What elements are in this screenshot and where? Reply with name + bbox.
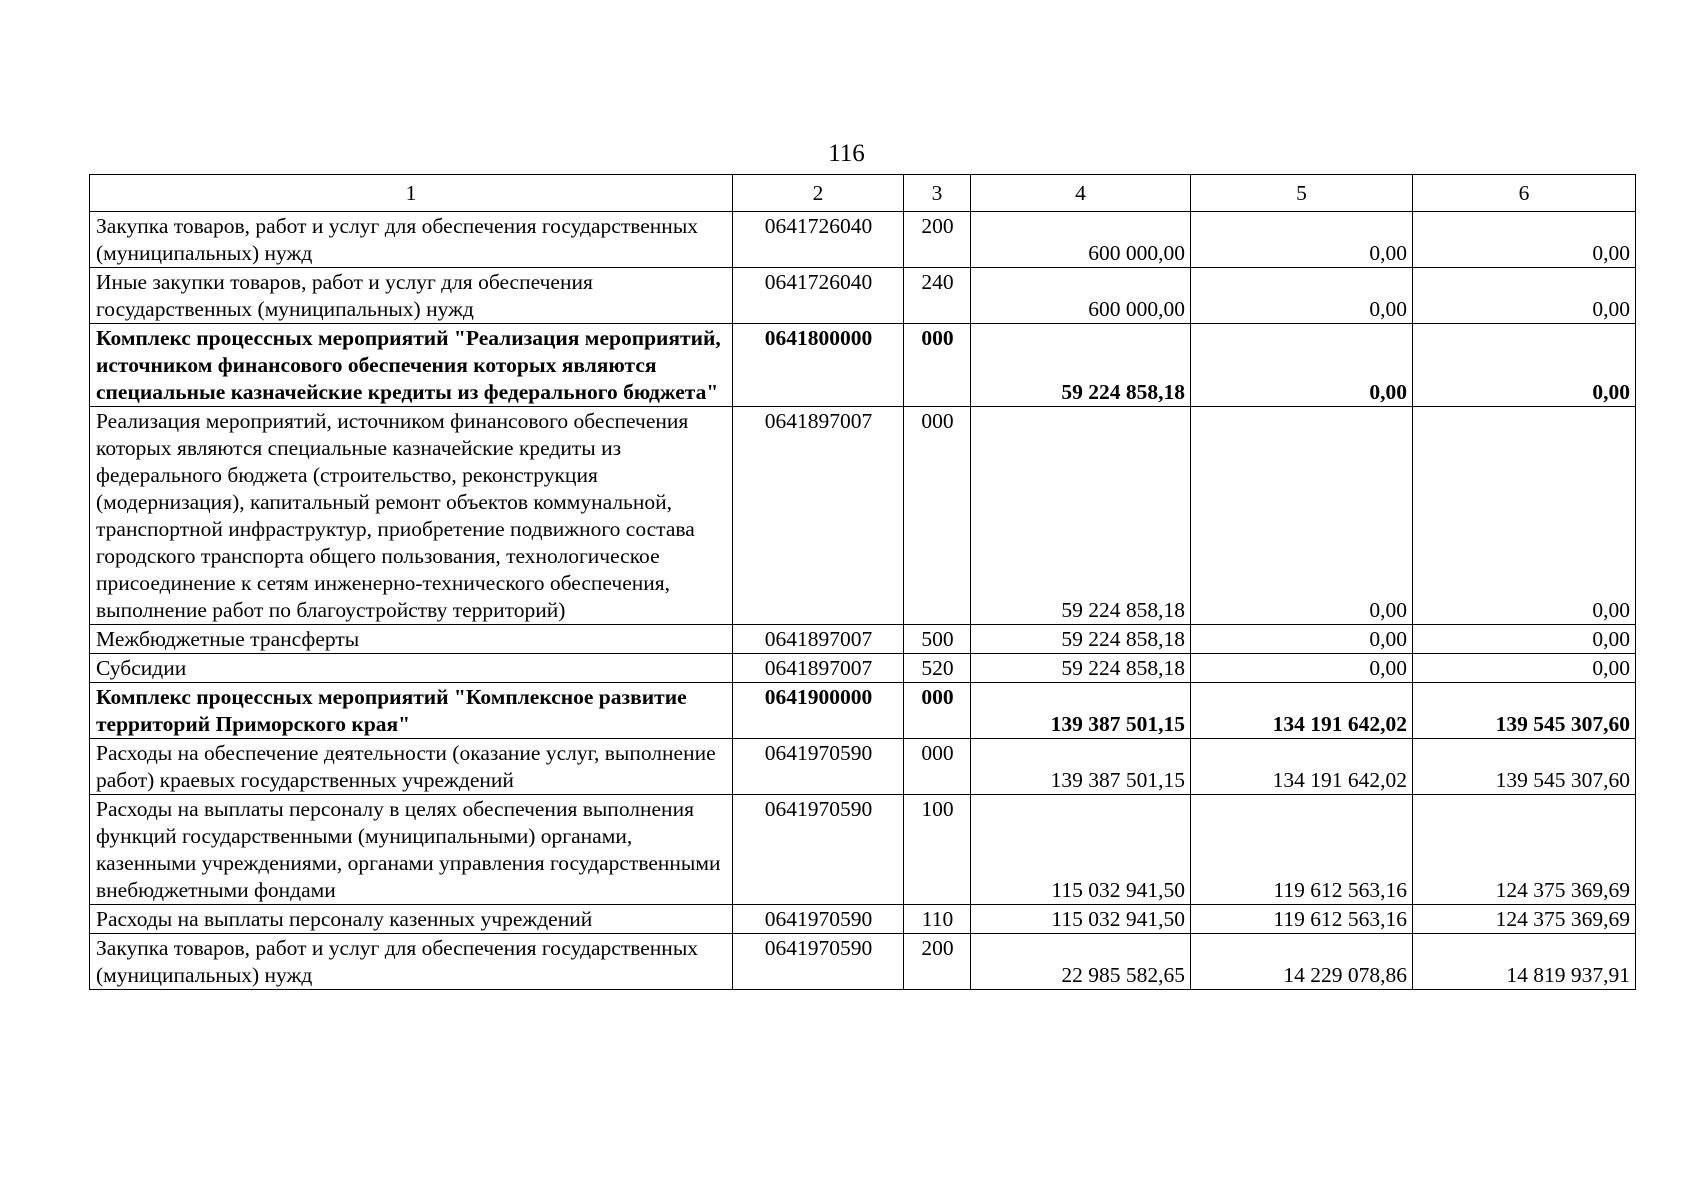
row-value-col5: 0,00 (1191, 625, 1413, 654)
row-value-col6: 124 375 369,69 (1413, 905, 1636, 934)
row-value-col5: 0,00 (1191, 654, 1413, 683)
row-value-col6: 139 545 307,60 (1413, 739, 1636, 795)
row-type-cell: 200 (904, 212, 971, 268)
row-code-cell: 0641897007 (733, 407, 904, 625)
row-type-cell: 520 (904, 654, 971, 683)
row-value-col4: 22 985 582,65 (971, 934, 1191, 990)
row-name-cell: Закупка товаров, работ и услуг для обеспечения государственных (муниципальных) нужд (90, 212, 733, 268)
row-code-cell: 0641726040 (733, 212, 904, 268)
row-value-col4: 139 387 501,15 (971, 739, 1191, 795)
row-code-cell: 0641970590 (733, 905, 904, 934)
row-value-col5: 134 191 642,02 (1191, 683, 1413, 739)
row-type-cell: 000 (904, 739, 971, 795)
row-type-cell: 100 (904, 795, 971, 905)
row-name-cell: Реализация мероприятий, источником финансового обеспечения которых являются специальные казначейские кредиты из федерального бюджета (строительство, реконструкция (модернизация), капитальный ремонт объектов коммунальной, транспортной инфраструктур, приобретение подвижного состава городского транспорта общего пользования, технологическое присоединение к сетям инженерно-технического обеспечения, выполнение работ по благоустройству территорий) (90, 407, 733, 625)
table-row (90, 683, 1636, 739)
row-value-col4: 59 224 858,18 (971, 407, 1191, 625)
row-value-col5: 119 612 563,16 (1191, 795, 1413, 905)
row-name-cell: Комплекс процессных мероприятий "Комплексное развитие территорий Приморского края" (90, 683, 733, 739)
row-code-cell: 0641897007 (733, 625, 904, 654)
budget-table (89, 174, 1636, 990)
header-cell-2: 2 (733, 175, 904, 212)
row-value-col6: 0,00 (1413, 268, 1636, 324)
header-cell-1: 1 (90, 175, 733, 212)
row-value-col4: 59 224 858,18 (971, 625, 1191, 654)
row-name-cell: Комплекс процессных мероприятий "Реализация мероприятий, источником финансового обеспечения которых являются специальные казначейские кредиты из федерального бюджета" (90, 324, 733, 407)
table-row (90, 654, 1636, 683)
table-row (90, 739, 1636, 795)
table-body (90, 212, 1636, 990)
table-row (90, 625, 1636, 654)
row-code-cell: 0641900000 (733, 683, 904, 739)
row-value-col5: 0,00 (1191, 407, 1413, 625)
row-value-col4: 600 000,00 (971, 268, 1191, 324)
row-code-cell: 0641970590 (733, 934, 904, 990)
row-type-cell: 000 (904, 407, 971, 625)
row-value-col5: 119 612 563,16 (1191, 905, 1413, 934)
row-value-col6: 0,00 (1413, 212, 1636, 268)
row-value-col6: 0,00 (1413, 654, 1636, 683)
table-row (90, 212, 1636, 268)
row-value-col6: 0,00 (1413, 324, 1636, 407)
row-value-col5: 14 229 078,86 (1191, 934, 1413, 990)
row-name-cell: Иные закупки товаров, работ и услуг для обеспечения государственных (муниципальных) нужд (90, 268, 733, 324)
row-value-col4: 115 032 941,50 (971, 905, 1191, 934)
header-cell-5: 5 (1191, 175, 1413, 212)
row-type-cell: 200 (904, 934, 971, 990)
row-value-col5: 0,00 (1191, 324, 1413, 407)
row-name-cell: Расходы на обеспечение деятельности (оказание услуг, выполнение работ) краевых государственных учреждений (90, 739, 733, 795)
table-row (90, 905, 1636, 934)
header-cell-4: 4 (971, 175, 1191, 212)
row-code-cell: 0641970590 (733, 739, 904, 795)
row-name-cell: Межбюджетные трансферты (90, 625, 733, 654)
row-value-col4: 600 000,00 (971, 212, 1191, 268)
row-code-cell: 0641800000 (733, 324, 904, 407)
row-name-cell: Закупка товаров, работ и услуг для обеспечения государственных (муниципальных) нужд (90, 934, 733, 990)
row-value-col6: 124 375 369,69 (1413, 795, 1636, 905)
row-name-cell: Расходы на выплаты персоналу казенных учреждений (90, 905, 733, 934)
table-row (90, 934, 1636, 990)
table-row (90, 324, 1636, 407)
row-value-col4: 59 224 858,18 (971, 324, 1191, 407)
row-value-col5: 0,00 (1191, 268, 1413, 324)
page-number: 116 (828, 140, 865, 167)
row-value-col6: 139 545 307,60 (1413, 683, 1636, 739)
row-type-cell: 110 (904, 905, 971, 934)
row-type-cell: 000 (904, 683, 971, 739)
row-value-col5: 0,00 (1191, 212, 1413, 268)
row-type-cell: 500 (904, 625, 971, 654)
row-value-col4: 115 032 941,50 (971, 795, 1191, 905)
row-value-col6: 14 819 937,91 (1413, 934, 1636, 990)
row-value-col4: 59 224 858,18 (971, 654, 1191, 683)
header-cell-3: 3 (904, 175, 971, 212)
table-header-row (90, 175, 1636, 212)
table-row (90, 407, 1636, 625)
row-name-cell: Субсидии (90, 654, 733, 683)
row-value-col5: 134 191 642,02 (1191, 739, 1413, 795)
table-row (90, 268, 1636, 324)
row-code-cell: 0641970590 (733, 795, 904, 905)
header-cell-6: 6 (1413, 175, 1636, 212)
row-value-col6: 0,00 (1413, 407, 1636, 625)
row-value-col6: 0,00 (1413, 625, 1636, 654)
row-code-cell: 0641726040 (733, 268, 904, 324)
row-type-cell: 240 (904, 268, 971, 324)
row-value-col4: 139 387 501,15 (971, 683, 1191, 739)
row-name-cell: Расходы на выплаты персоналу в целях обеспечения выполнения функций государственными (муниципальными) органами, казенными учреждениями, органами управления государственными внебюджетными фондами (90, 795, 733, 905)
row-type-cell: 000 (904, 324, 971, 407)
row-code-cell: 0641897007 (733, 654, 904, 683)
table-row (90, 795, 1636, 905)
